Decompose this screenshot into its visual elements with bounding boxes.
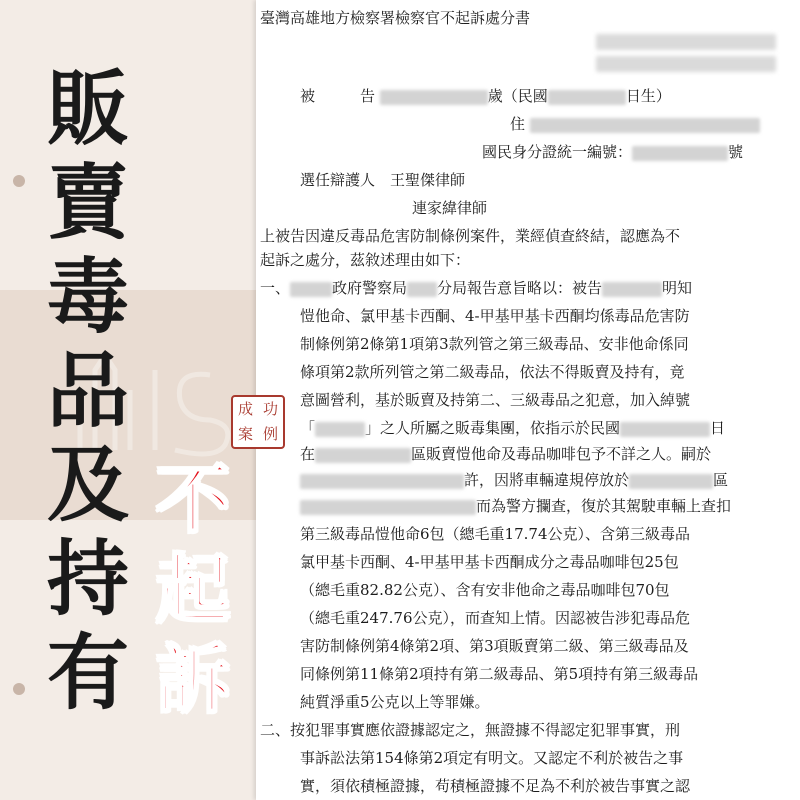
body-line [260, 276, 692, 300]
redacted-city [290, 282, 332, 297]
id-suffix: 號 [728, 143, 744, 161]
result-char: 不 [156, 457, 230, 543]
redacted-case-number [596, 34, 776, 50]
stamp-char: 功 [262, 400, 278, 418]
defendant-row [300, 84, 671, 108]
headline-char: 有 [46, 625, 129, 721]
defense-row [300, 168, 465, 192]
headline-char: 品 [46, 343, 129, 439]
text-fragment: 許，因將車輛違規停放於 [464, 471, 630, 489]
text-fragment: 」之人所屬之販毒集團，依指示於民國 [365, 419, 621, 437]
redacted-date [620, 422, 710, 437]
body-line: 起訴之處分，茲敘述理由如下： [260, 251, 471, 269]
success-case-stamp [231, 395, 285, 449]
stamp-char: 案 [237, 425, 253, 443]
body-line: 純質淨重5公克以上等罪嫌。 [300, 693, 490, 711]
address-label: 住 [510, 115, 526, 133]
redacted-defendant-name [380, 90, 488, 105]
id-row [482, 140, 743, 164]
result-char: 訴 [156, 637, 230, 723]
section-number: 二、 [260, 721, 291, 739]
headline-selling-and-possessing-drugs [38, 62, 138, 720]
redacted-location [629, 474, 713, 489]
body-line: 第三級毒品愷他命6包（總毛重17.74公克）、含第三級毒品 [300, 525, 690, 543]
result-char: 起 [156, 547, 230, 633]
defendant-label: 被 告 [300, 87, 376, 105]
decorative-dot-bottom [13, 683, 25, 695]
redacted-id-number [632, 146, 728, 161]
body-line [300, 468, 728, 492]
redacted-nickname [315, 422, 365, 437]
text-fragment: 在 [300, 445, 316, 463]
redacted-defendant-name [602, 282, 662, 297]
text-fragment: 分局報告意旨略以：被告 [437, 279, 603, 297]
headline-char: 持 [46, 531, 129, 627]
body-line: 制條例第2條第1項第3款列管之第三級毒品、安非他命係同 [300, 335, 689, 353]
body-line [300, 442, 711, 466]
redacted-address [300, 500, 476, 515]
redacted-case-number [596, 56, 776, 72]
text-fragment: 政府警察局 [332, 279, 408, 297]
headline-char: 販 [46, 61, 129, 157]
defense-label: 選任辯護人 [300, 171, 376, 189]
redacted-district [407, 282, 437, 297]
stamp-char: 例 [262, 425, 278, 443]
headline-char: 及 [46, 437, 129, 533]
birthday-suffix: 日生） [625, 87, 671, 105]
body-line: 氯甲基卡西酮、4-甲基甲基卡西酮成分之毒品咖啡包25包 [300, 553, 679, 571]
body-line: 實，須依積極證據，苟積極證據不足為不利於被告事實之認 [300, 777, 691, 795]
body-line: （總毛重247.76公克），而查知上情。因認被告涉犯毒品危 [300, 609, 690, 627]
redacted-datetime [300, 474, 464, 489]
body-line: 意圖營利，基於販賣及持第二、三級毒品之犯意，加入綽號 [300, 391, 691, 409]
text-fragment: 日 [710, 419, 726, 437]
body-line [260, 718, 680, 742]
body-line: （總毛重82.82公克）、含有安非他命之毒品咖啡包70包 [300, 581, 670, 599]
redacted-location [315, 448, 411, 463]
section-number: 一、 [260, 279, 291, 297]
redacted-address [530, 118, 760, 133]
redacted-birthdate [548, 90, 626, 105]
age-text: 歲（民國 [487, 87, 548, 105]
headline-char: 賣 [46, 155, 129, 251]
body-line: 條項第2款所列管之第二級毒品，依法不得販賣及持有，竟 [300, 363, 685, 381]
headline-not-prosecuted [148, 455, 238, 725]
text-fragment: 「 [300, 419, 316, 437]
text-fragment: 區販賣愷他命及毒品咖啡包予不詳之人。嗣於 [411, 445, 712, 463]
address-row [510, 112, 760, 136]
text-fragment: 區 [713, 471, 729, 489]
body-line: 同條例第11條第2項持有第二級毒品、第5項持有第三級毒品 [300, 665, 699, 683]
document-header: 臺灣高雄地方檢察署檢察官不起訴處分書 [260, 9, 531, 27]
lawyer-name: 王聖傑律師 [390, 171, 466, 189]
body-line [300, 494, 731, 518]
body-line: 事訴訟法第154條第2項定有明文。又認定不利於被告之事 [300, 749, 684, 767]
lawyer-name: 連家緯律師 [412, 199, 488, 217]
indictment-document [256, 0, 800, 800]
body-line: 害防制條例第4條第2項、第3項販賣第二級、第三級毒品及 [300, 637, 689, 655]
id-label: 國民身分證統一編號： [482, 143, 633, 161]
text-fragment: 明知 [662, 279, 693, 297]
body-line [300, 416, 725, 440]
decorative-dot-top [13, 175, 25, 187]
text-fragment: 而為警方攔查，復於其駕駛車輛上查扣 [476, 497, 732, 515]
body-line: 愷他命、氯甲基卡西酮、4-甲基甲基卡西酮均係毒品危害防 [300, 307, 690, 325]
text-fragment: 按犯罪事實應依證據認定之，無證據不得認定犯罪事實，刑 [290, 721, 681, 739]
body-line: 上被告因違反毒品危害防制條例案件，業經偵查終結，認應為不 [260, 227, 681, 245]
headline-char: 毒 [46, 249, 129, 345]
stamp-char: 成 [237, 400, 253, 418]
